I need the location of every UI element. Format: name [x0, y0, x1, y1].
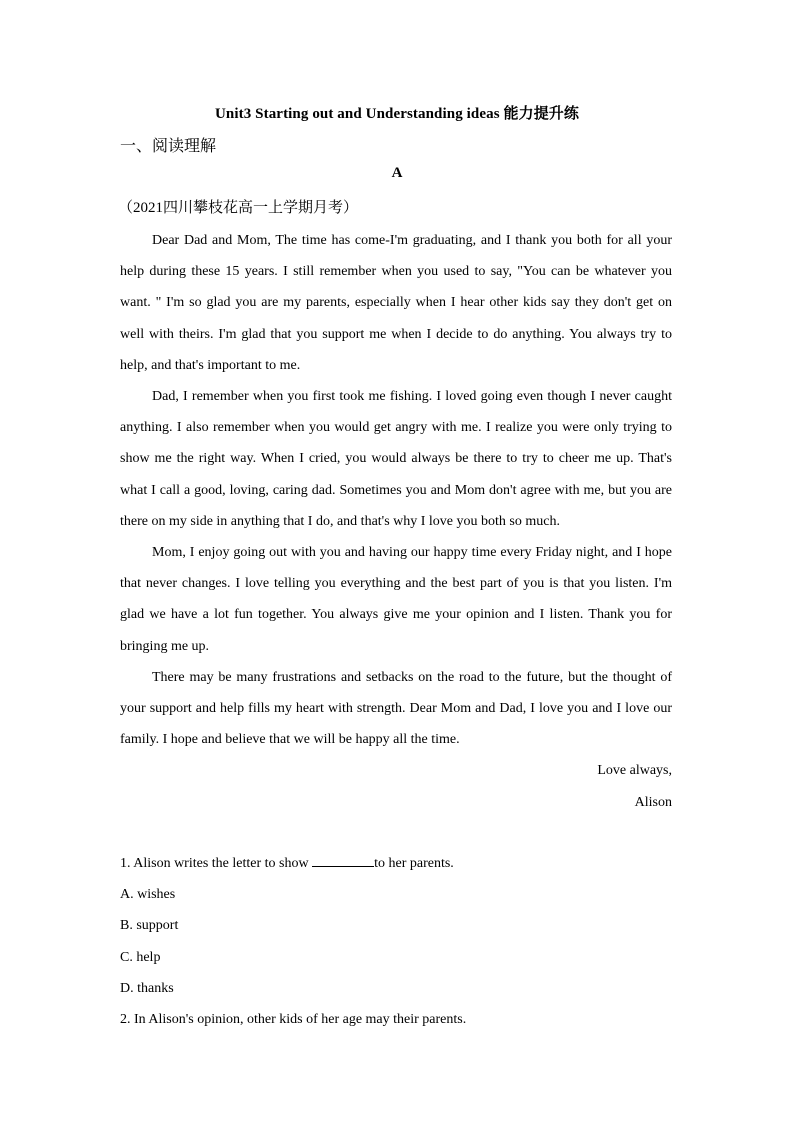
option-c: C. help [120, 949, 161, 965]
question-stem: 1. Alison writes the letter to show [120, 856, 313, 871]
paragraph: Mom, I enjoy going out with you and having our happy time every Friday night, and I hope that never changes. I love telling you everything and the best part of you is that you listen. I'm glad we have a lot fun together. You always give me your opinion and I listen. Thank you for bringing me up. [120, 545, 672, 654]
question-list [120, 848, 680, 1035]
paragraph: There may be many frustrations and setbacks on the road to the future, but the thought of your support and help fills my heart with strength. Dear Mom and Dad, I love you and I love our family. I hope and believe that we will be happy all the time. [120, 669, 672, 748]
option-d: D. thanks [120, 980, 174, 996]
answer-blank [312, 854, 374, 867]
question-2: 2. In Alison's opinion, other kids of her age may their parents. [120, 1012, 467, 1028]
letter-closing: Love always, [597, 763, 672, 779]
page-title: Unit3 Starting out and Understanding ideas 能力提升练 [214, 106, 580, 122]
passage-label: A [391, 165, 403, 181]
question-stem-end: to her parents. [374, 856, 454, 871]
source-note: （2021四川攀枝花高一上学期月考） [118, 200, 359, 216]
question-1 [120, 848, 680, 879]
paragraph: Dear Dad and Mom, The time has come-I'm graduating, and I thank you both for all your help during these 15 years. I still remember when you used to say, "You can be whatever you want. " I'm so glad you are my parents, especially when I hear other kids say they don't get on well with theirs. I'm glad that you support me when I decide to do anything. You always try to help, and that's important to me. [120, 233, 672, 373]
paragraph: Dad, I remember when you first took me fishing. I loved going even though I never caught anything. I also remember when you would get angry with me. I realize you were only trying to show me the right way. When I cried, you would always be there to try to cheer me up. That's what I call a good, loving, caring dad. Sometimes you and Mom don't agree with me, but you are there on my side in anything that I do, and that's why I love you both so much. [120, 389, 672, 529]
section-heading: 一、阅读理解 [120, 138, 217, 155]
option-a: A. wishes [120, 887, 176, 903]
letter-signature: Alison [634, 794, 672, 810]
option-b: B. support [120, 918, 179, 934]
passage-body [120, 225, 672, 818]
